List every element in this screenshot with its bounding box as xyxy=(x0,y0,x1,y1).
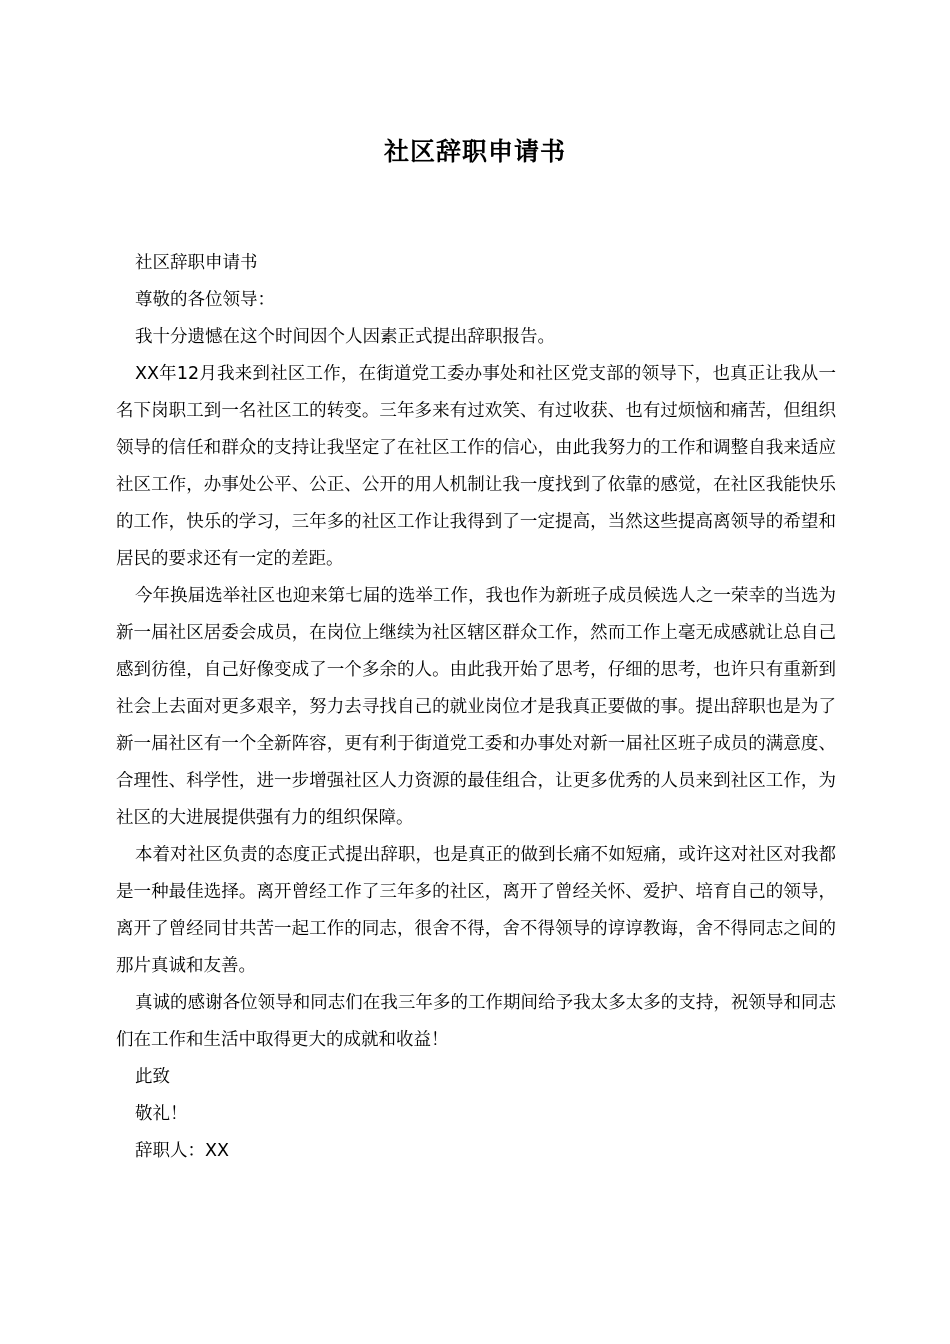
paragraph-regards: 敬礼！ xyxy=(135,1104,188,1124)
paragraph-body: 本着对社区负责的态度正式提出辞职，也是真正的做到长痛不如短痛，或许这对社区对我都是一种最佳选择。离开曾经工作了三年多的社区，离开了曾经关怀、爱护、培育自己的领导，离开了曾经同甘共苦一起工作的同志，很舍不得，舍不得领导的谆谆教诲，舍不得同志之间的那片真诚和友善。 xyxy=(116,845,836,976)
paragraph-signature: 辞职人：XX xyxy=(135,1141,229,1161)
paragraph-body: XX年12月我来到社区工作，在街道党工委办事处和社区党支部的领导下，也真正让我从一名下岗职工到一名社区工的转变。三年多来有过欢笑、有过收获、也有过烦恼和痛苦，但组织领导的信任和群众的支持让我坚定了在社区工作的信心，由此我努力的工作和调整自我来适应社区工作，办事处公平、公正、公开的用人机制让我一度找到了依靠的感觉，在社区我能快乐的工作，快乐的学习，三年多的社区工作让我得到了一定提高，当然这些提高离领导的希望和居民的要求还有一定的差距。 xyxy=(116,364,836,569)
document-body xyxy=(116,245,836,1170)
paragraph-closing: 此致 xyxy=(135,1067,170,1087)
paragraph-intro: 我十分遗憾在这个时间因个人因素正式提出辞职报告。 xyxy=(135,327,555,347)
document-title: 社区辞职申请书 xyxy=(383,137,566,166)
paragraph-body: 今年换届选举社区也迎来第七届的选举工作，我也作为新班子成员候选人之一荣幸的当选为新一届社区居委会成员，在岗位上继续为社区辖区群众工作，然而工作上毫无成感就让总自己感到彷徨，自己好像变成了一个多余的人。由此我开始了思考，仔细的思考，也许只有重新到社会上去面对更多艰辛，努力去寻找自己的就业岗位才是我真正要做的事。提出辞职也是为了新一届社区有一个全新阵容，更有利于街道党工委和办事处对新一届社区班子成员的满意度、合理性、科学性，进一步增强社区人力资源的最佳组合，让更多优秀的人员来到社区工作，为社区的大进展提供强有力的组织保障。 xyxy=(116,586,836,828)
paragraph-thanks: 真诚的感谢各位领导和同志们在我三年多的工作期间给予我太多太多的支持，祝领导和同志们在工作和生活中取得更大的成就和收益！ xyxy=(116,993,836,1050)
paragraph-heading: 社区辞职申请书 xyxy=(135,253,258,273)
paragraph-salutation: 尊敬的各位领导： xyxy=(135,290,275,310)
